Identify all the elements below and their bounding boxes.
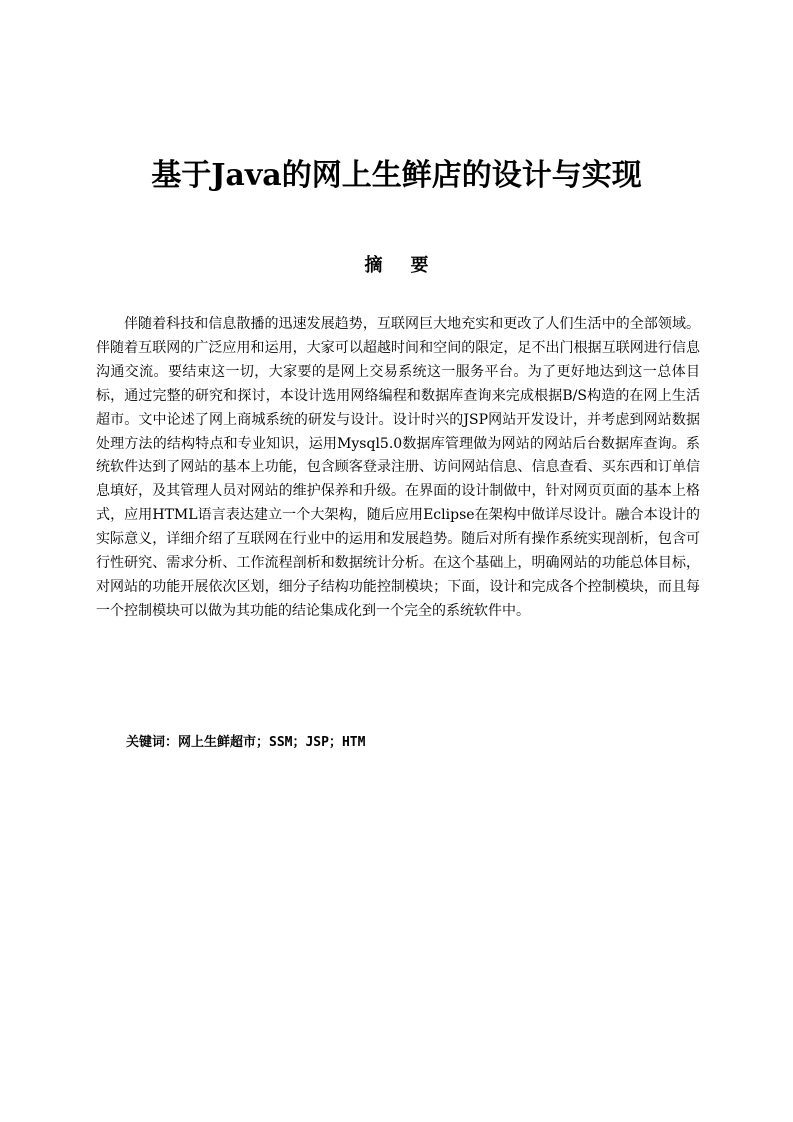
thesis-title: 基于Java的网上生鲜店的设计与实现 [151,158,642,193]
abstract-heading: 摘要 [364,255,457,276]
keywords-line: 关键词：网上生鲜超市；SSM；JSP；HTM [126,735,366,750]
abstract-paragraph: 伴随着科技和信息散播的迅速发展趋势，互联网巨大地充实和更改了人们生活中的全部领域。伴随着互联网的广泛应用和运用，大家可以超越时间和空间的限定，足不出门根据互联网进行信息沟通交流。要结束这一切，大家要的是网上交易系统这一服务平台。为了更好地达到这一总体目标，通过完整的研究和探讨，本设计选用网络编程和数据库查询来完成根据B/S构造的在网上生活超市。文中论述了网上商城系统的研发与设计。设计时兴的JSP网站开发设计，并考虑到网站数据处理方法的结构特点和专业知识，运用Mysql5.0数据库管理做为网站的网站后台数据库查询。系统软件达到了网站的基本上功能，包含顾客登录注册、访问网站信息、信息查看、买东西和订单信息填好，及其管理人员对网站的维护保养和升级。在界面的设计制做中，针对网页页面的基本上格式，应用HTML语言表达建立一个大架构，随后应用Eclipse在架构中做详尽设计。融合本设计的实际意义，详细介绍了互联网在行业中的运用和发展趋势。随后对所有操作系统实现剖析，包含可行性研究、需求分析、工作流程剖析和数据统计分析。在这个基础上，明确网站的功能总体目标，对网站的功能开展依次区划，细分子结构功能控制模块；下面，设计和完成各个控制模块，而且每一个控制模块可以做为其功能的结论集成化到一个完全的系统软件中。 [96,316,700,619]
